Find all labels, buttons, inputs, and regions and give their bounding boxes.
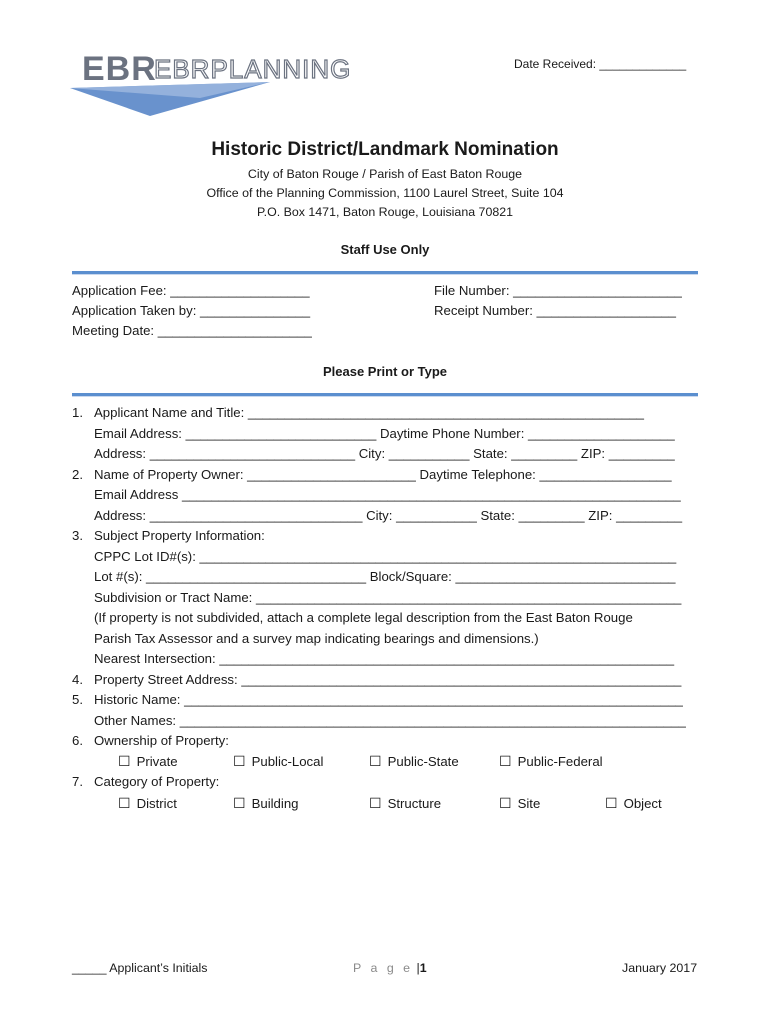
divider-rule bbox=[72, 271, 698, 275]
question-text: Address: ____________________________ City: ___________ State: _________ ZIP: _________ bbox=[94, 446, 675, 461]
divider-rule bbox=[72, 393, 698, 397]
category-building-option[interactable] bbox=[233, 793, 299, 815]
question-line[interactable] bbox=[72, 506, 702, 527]
question-text: Subdivision or Tract Name: __________________________________________________________ bbox=[94, 589, 682, 605]
file-number-field[interactable]: File Number: _______________________ bbox=[434, 283, 682, 298]
question-text: (If property is not subdivided, attach a complete legal description from the East Baton Rouge bbox=[94, 610, 633, 625]
question-line bbox=[72, 608, 702, 629]
page-number bbox=[353, 961, 427, 975]
application-fee-field[interactable]: Application Fee: ___________________ bbox=[72, 283, 310, 298]
question-line bbox=[72, 772, 219, 793]
question-text: Parish Tax Assessor and a survey map indicating bearings and dimensions.) bbox=[94, 630, 539, 646]
question-text: Historic Name: ____________________________________________________________________ bbox=[94, 692, 683, 707]
receipt-number-field[interactable]: Receipt Number: ___________________ bbox=[434, 303, 676, 318]
option-label: Site bbox=[517, 796, 541, 811]
question-line[interactable] bbox=[72, 711, 702, 732]
question-line bbox=[72, 731, 702, 752]
question-line[interactable] bbox=[72, 444, 702, 465]
question-line[interactable] bbox=[72, 690, 702, 711]
question-text: Category of Property: bbox=[94, 774, 220, 789]
question-text: Applicant Name and Title: ______________________________________________________ bbox=[94, 405, 644, 420]
checkbox-icon[interactable]: ☐ bbox=[499, 795, 512, 811]
footer-date: January 2017 bbox=[622, 961, 698, 975]
svg-text:EBR: EBR bbox=[82, 50, 157, 88]
question-number: 7. bbox=[72, 774, 83, 789]
category-object-option[interactable] bbox=[605, 793, 662, 815]
question-number: 2. bbox=[72, 466, 83, 482]
question-line[interactable] bbox=[72, 403, 702, 424]
checkbox-icon[interactable]: ☐ bbox=[233, 753, 246, 769]
logo-text: EBRPLANNING bbox=[154, 54, 352, 84]
option-label: Object bbox=[623, 796, 662, 811]
question-text: Nearest Intersection: ______________________________________________________________ bbox=[94, 651, 675, 666]
ownership-public-federal-option[interactable] bbox=[499, 751, 603, 773]
question-number: 1. bbox=[72, 405, 83, 420]
question-line[interactable] bbox=[72, 424, 702, 445]
subtitle-line-1: City of Baton Rouge / Parish of East Baton Rouge bbox=[247, 167, 523, 181]
ownership-public-state-option[interactable] bbox=[369, 751, 459, 773]
checkbox-icon[interactable]: ☐ bbox=[118, 795, 131, 811]
question-text: CPPC Lot ID#(s): _________________________________________________________________ bbox=[94, 548, 677, 564]
question-number: 3. bbox=[72, 528, 83, 543]
ebr-planning-logo bbox=[70, 40, 352, 120]
option-label: Public-Federal bbox=[517, 754, 603, 769]
question-number: 6. bbox=[72, 733, 83, 748]
question-line[interactable] bbox=[72, 465, 702, 486]
application-taken-by-field[interactable]: Application Taken by: _______________ bbox=[72, 303, 311, 318]
question-text: Email Address ____________________________________________________________________ bbox=[94, 487, 681, 502]
question-text: Ownership of Property: bbox=[94, 733, 229, 748]
form-title: Historic District/Landmark Nomination bbox=[211, 139, 559, 160]
page-separator: | bbox=[416, 961, 420, 975]
checkbox-icon[interactable]: ☐ bbox=[369, 795, 382, 811]
applicant-initials-field[interactable]: _____ Applicant’s Initials bbox=[72, 961, 208, 975]
question-line bbox=[72, 526, 702, 547]
print-type-heading: Please Print or Type bbox=[322, 364, 448, 379]
staff-use-heading: Staff Use Only bbox=[340, 242, 430, 257]
category-structure-option[interactable] bbox=[369, 793, 441, 815]
option-label: Public-State bbox=[387, 754, 459, 769]
question-text: Subject Property Information: bbox=[94, 528, 265, 543]
question-line[interactable] bbox=[72, 485, 702, 506]
question-line[interactable] bbox=[72, 567, 702, 588]
page-label: P a g e bbox=[353, 961, 414, 975]
question-line[interactable] bbox=[72, 670, 702, 691]
category-district-option[interactable] bbox=[118, 793, 177, 815]
question-text: Address: _____________________________ City: ___________ State: _________ ZIP: _________ bbox=[94, 507, 683, 523]
meeting-date-field[interactable]: Meeting Date: _____________________ bbox=[72, 323, 312, 338]
subtitle-line-3: P.O. Box 1471, Baton Rouge, Louisiana 70821 bbox=[256, 205, 514, 219]
question-text: Property Street Address: ____________________________________________________________ bbox=[94, 671, 682, 687]
date-received-field[interactable]: Date Received: _____________ bbox=[514, 57, 687, 71]
question-line[interactable] bbox=[72, 649, 702, 670]
option-label: Private bbox=[136, 754, 178, 769]
question-text: Name of Property Owner: _______________________ Daytime Telephone: __________________ bbox=[94, 466, 672, 482]
option-label: Structure bbox=[387, 796, 442, 811]
question-number: 4. bbox=[72, 671, 83, 687]
page-number-value: 1 bbox=[419, 961, 427, 975]
checkbox-icon[interactable]: ☐ bbox=[605, 795, 618, 811]
category-site-option[interactable] bbox=[499, 793, 540, 815]
checkbox-icon[interactable]: ☐ bbox=[118, 753, 131, 769]
logo-graphic bbox=[70, 40, 352, 120]
question-line[interactable] bbox=[72, 588, 702, 609]
question-text: Other Names: _____________________________________________________________________ bbox=[94, 712, 686, 728]
subtitle-line-2: Office of the Planning Commission, 1100 Laurel Street, Suite 104 bbox=[206, 186, 564, 200]
questions-list bbox=[72, 403, 702, 752]
ownership-private-option[interactable] bbox=[118, 751, 178, 773]
question-number: 5. bbox=[72, 692, 83, 707]
question-text: Lot #(s): ______________________________ Block/Square: ______________________________ bbox=[94, 569, 676, 584]
question-text: Email Address: __________________________ Daytime Phone Number: ____________________ bbox=[94, 425, 675, 441]
question-line[interactable] bbox=[72, 547, 702, 568]
checkbox-icon[interactable]: ☐ bbox=[369, 753, 382, 769]
ownership-public-local-option[interactable] bbox=[233, 751, 323, 773]
checkbox-icon[interactable]: ☐ bbox=[499, 753, 512, 769]
option-label: Building bbox=[251, 796, 299, 811]
checkbox-icon[interactable]: ☐ bbox=[233, 795, 246, 811]
option-label: Public-Local bbox=[251, 754, 324, 769]
question-line bbox=[72, 629, 702, 650]
option-label: District bbox=[136, 796, 177, 811]
